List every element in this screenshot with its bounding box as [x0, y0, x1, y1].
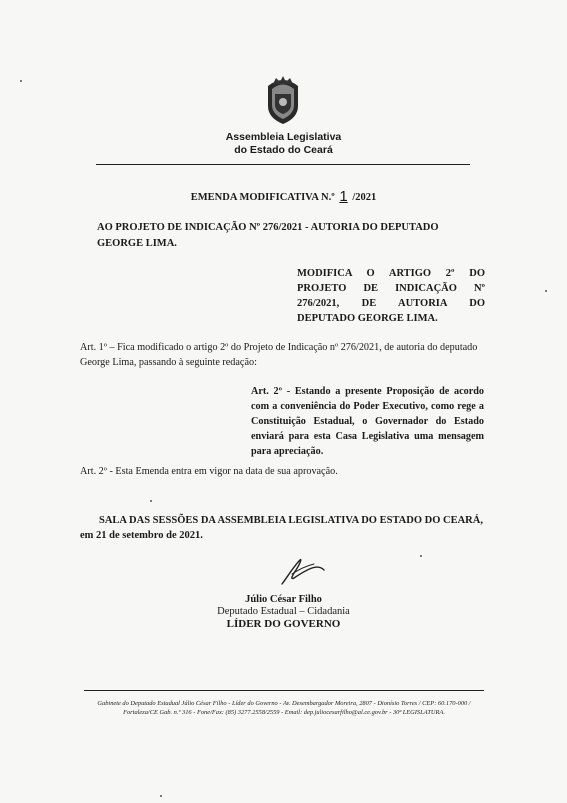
footer-divider: [84, 690, 484, 691]
scan-speck: [150, 500, 152, 502]
header-divider: [96, 164, 470, 165]
signatory-name: Júlio César Filho: [245, 594, 322, 605]
ceara-coat-of-arms-seal: [262, 72, 304, 126]
title-prefix: EMENDA MODIFICATIVA N.º: [190, 192, 335, 203]
institution-name-line2: do Estado do Ceará: [234, 144, 333, 156]
handwritten-signature: [278, 554, 328, 588]
project-reference: AO PROJETO DE INDICAÇÃO Nº 276/2021 - AUTORIA DO DEPUTADO GEORGE LIMA.: [97, 222, 439, 249]
ementa-summary: MODIFICA O ARTIGO 2º DO PROJETO DE INDICAÇÃO Nº 276/2021, DE AUTORIA DO DEPUTADO GEORGE LIMA.: [297, 268, 485, 324]
signatory-title: LÍDER DO GOVERNO: [226, 618, 341, 630]
session-room-statement: SALA DAS SESSÕES DA ASSEMBLEIA LEGISLATIVA DO ESTADO DO CEARÁ, em 21 de setembro de 2021.: [80, 515, 483, 541]
scan-speck: [160, 795, 162, 797]
amendment-number: 1: [339, 188, 348, 205]
article-2-new-wording: Art. 2º - Estando a presente Proposição de acordo com a conveniência do Poder Executivo, como rege a Constituição Estadual, o Governador do Estado enviará para esta Casa Legislativa uma mensagem para apreciação.: [251, 386, 484, 457]
signatory-role: Deputado Estadual – Cidadania: [217, 606, 350, 617]
article-1: Art. 1º – Fica modificado o artigo 2º do Projeto de Indicação nº 276/2021, de autoria do deputado George Lima, passando à seguinte redação:: [80, 342, 478, 368]
article-2: Art. 2º - Esta Emenda entra em vigor na data de sua aprovação.: [80, 466, 338, 477]
footer-line1: Gabinete do Deputado Estadual Júlio César Filho - Líder do Governo - Av. Desembargador Moreira, 2807 - Dionísio Torres / CEP: 60.170-000 /: [97, 700, 471, 707]
footer: [84, 699, 484, 717]
title-suffix: /2021: [352, 192, 377, 203]
document-title: [0, 188, 567, 205]
footer-line2: Fortaleza/CE Gab. n.º 316 - Fone/Fax: (85) 3277.2558/2559 - Email: dep.juliocesarfilho@al.ce.gov.br - 30ª LEGISLATURA.: [123, 709, 445, 716]
scan-speck: [545, 290, 547, 292]
institution-name-line1: Assembleia Legislativa: [225, 131, 342, 143]
scan-speck: [20, 80, 22, 82]
scan-speck: [420, 555, 422, 557]
